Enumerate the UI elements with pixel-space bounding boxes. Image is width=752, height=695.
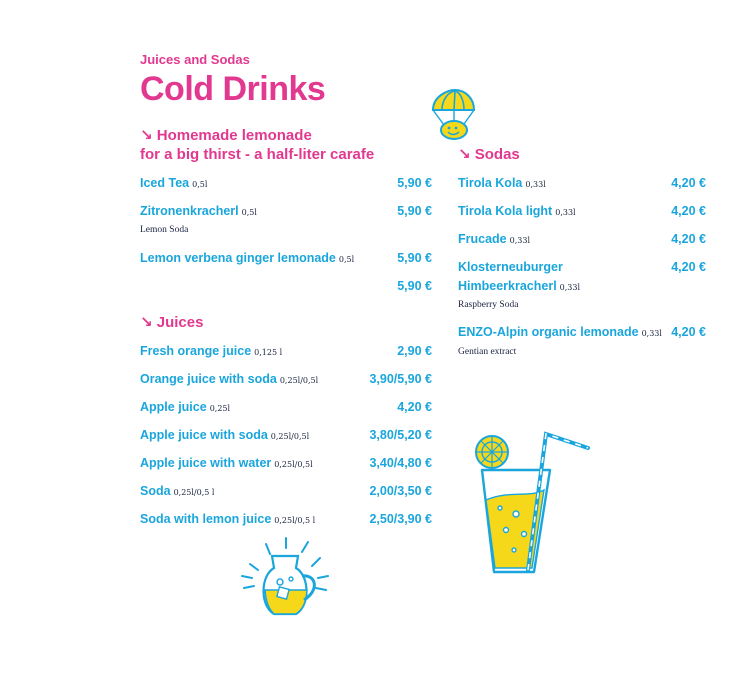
item-size: 0,33l: [559, 283, 581, 292]
item-name: Tirola Kola light: [458, 204, 553, 218]
menu-item-zitronenkracherl: [140, 202, 257, 222]
item-size: 0,33l: [555, 208, 576, 217]
item-size: 0,25l/0,5l: [270, 432, 310, 441]
item-price: 3,90/5,90 €: [369, 372, 432, 386]
item-description: Lemon Soda: [140, 225, 189, 235]
menu-item-apple-juice-water: [140, 454, 313, 474]
item-price: 4,20 €: [397, 400, 432, 414]
item-name: Soda: [140, 484, 171, 498]
item-size: 0,25l/0,5l: [274, 460, 313, 469]
item-price: 4,20 €: [671, 325, 706, 339]
menu-item-orange-juice-soda: [140, 370, 318, 390]
item-name: Fresh orange juice: [140, 344, 252, 358]
item-size: 0,25l: [209, 404, 231, 413]
item-price: 4,20 €: [671, 176, 706, 190]
menu-item-soda-lemon: [140, 510, 315, 530]
menu-item-apple-juice-soda: [140, 426, 309, 446]
carafe-icon: [236, 534, 336, 624]
item-price: 4,20 €: [671, 232, 706, 246]
item-size: 0,25l/0,5 l: [274, 516, 316, 525]
item-name: Soda with lemon juice: [140, 512, 272, 526]
extra-price: 5,90 €: [397, 279, 432, 293]
item-name: Apple juice with soda: [140, 428, 268, 442]
item-name: Orange juice with soda: [140, 372, 277, 386]
menu-item-fresh-orange-juice: [140, 342, 282, 362]
item-name: Apple juice with water: [140, 456, 272, 470]
juices-heading: ↘ Juices: [140, 314, 204, 331]
menu-item-tirola-kola: [458, 174, 546, 194]
item-name: Iced Tea: [140, 176, 190, 190]
item-name: Frucade: [458, 232, 507, 246]
lemonade-heading: [140, 126, 374, 164]
menu-item-iced-tea: [140, 174, 207, 194]
menu-item-apple-juice: [140, 398, 230, 418]
menu-item-himbeerkracherl: [458, 258, 580, 297]
item-size: 0,125 l: [254, 348, 283, 357]
lemonade-glass-icon: [470, 430, 594, 580]
item-name: Klosterneuburger: [458, 260, 563, 274]
item-size: 0,25l/0,5 l: [173, 488, 215, 497]
lemonade-heading-line2: for a big thirst - a half-liter carafe: [140, 146, 375, 163]
menu-item-soda: [140, 482, 214, 502]
item-price: 5,90 €: [397, 251, 432, 265]
item-size: 0,33l: [525, 180, 546, 189]
item-price: 5,90 €: [397, 204, 432, 218]
item-size: 0,5l: [241, 208, 257, 217]
item-size: 0,33l: [509, 236, 531, 245]
item-name-line2: Himbeerkracherl: [458, 279, 557, 293]
parachute-lemon-icon: [428, 88, 478, 143]
page-title: Cold Drinks: [140, 70, 326, 108]
menu-item-tirola-kola-light: [458, 202, 576, 222]
item-size: 0,5l: [192, 180, 208, 189]
item-price: 2,00/3,50 €: [369, 484, 432, 498]
item-price: 4,20 €: [671, 260, 706, 274]
section-subtitle: Juices and Sodas: [140, 52, 250, 67]
item-price: 5,90 €: [397, 176, 432, 190]
item-size: 0,5l: [338, 255, 355, 264]
item-size: 0,33l: [641, 329, 662, 338]
item-name: Tirola Kola: [458, 176, 523, 190]
item-size: 0,25l/0,5l: [279, 376, 319, 385]
sodas-heading: ↘ Sodas: [458, 146, 520, 163]
lemonade-heading-line1: ↘ Homemade lemonade: [140, 127, 312, 144]
menu-item-enzo-alpin: [458, 323, 662, 343]
menu-item-lemon-verbena: [140, 249, 354, 269]
item-name: Lemon verbena ginger lemonade: [140, 251, 336, 265]
item-price: 2,50/3,90 €: [369, 512, 432, 526]
item-name: ENZO-Alpin organic lemonade: [458, 325, 639, 339]
item-description: Gentian extract: [458, 347, 517, 357]
item-price: 3,80/5,20 €: [369, 428, 432, 442]
item-price: 4,20 €: [671, 204, 706, 218]
item-price: 3,40/4,80 €: [369, 456, 432, 470]
menu-item-frucade: [458, 230, 530, 250]
item-description: Raspberry Soda: [458, 300, 519, 310]
item-name: Apple juice: [140, 400, 207, 414]
item-name: Zitronenkracherl: [140, 204, 239, 218]
item-price: 2,90 €: [397, 344, 432, 358]
